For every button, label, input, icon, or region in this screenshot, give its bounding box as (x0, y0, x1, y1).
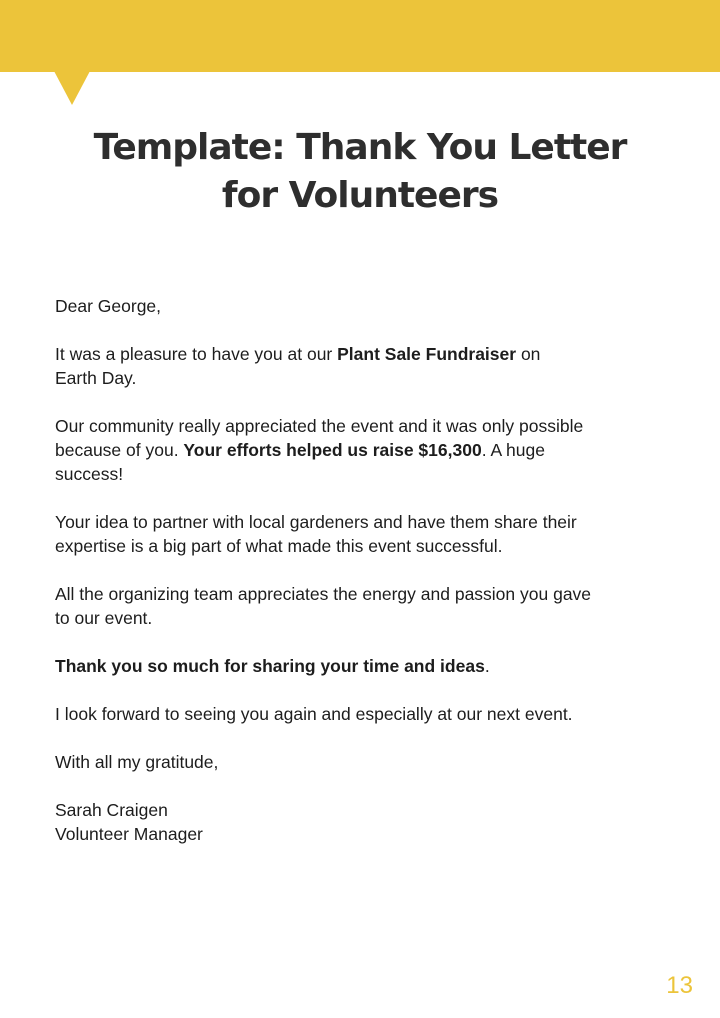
p4-line-2: to our event. (55, 608, 153, 628)
p3-line-1: Your idea to partner with local gardeners and have them share their (55, 512, 577, 532)
letter-paragraph-2 (55, 414, 655, 486)
thank-you-highlight: Thank you so much for sharing your time and ideas (55, 656, 485, 676)
header-band-notch (54, 71, 90, 105)
p2-text-start: because of you. (55, 440, 184, 460)
p2-text-end: . A huge (481, 440, 545, 460)
page-title-line-1: Template: Thank You Letter (93, 127, 627, 168)
letter-paragraph-6: I look forward to seeing you again and especially at our next event. (55, 704, 573, 724)
p3-line-2: expertise is a big part of what made this event successful. (55, 536, 503, 556)
amount-raised-highlight: Your efforts helped us raise $16,300 (183, 440, 482, 460)
p1-text-start: It was a pleasure to have you at our (55, 344, 338, 364)
letter-paragraph-5 (55, 654, 655, 678)
p1-line-2: Earth Day. (55, 368, 137, 388)
p1-text-end: on (516, 344, 541, 364)
signer-name: Sarah Craigen (55, 800, 168, 820)
p5-period: . (484, 656, 490, 676)
letter-paragraph-3 (55, 510, 655, 558)
letter-body (55, 294, 655, 870)
page-title (0, 124, 720, 220)
p2-line-1: Our community really appreciated the event and it was only possible (55, 416, 584, 436)
p2-line-3: success! (55, 464, 124, 484)
letter-paragraph-1 (55, 342, 655, 390)
letter-greeting: Dear George, (55, 296, 162, 316)
letter-closing: With all my gratitude, (55, 752, 219, 772)
letter-signature (55, 798, 655, 846)
event-name: Plant Sale Fundraiser (337, 344, 517, 364)
signer-title: Volunteer Manager (55, 824, 203, 844)
page-number: 13 (666, 972, 693, 999)
header-band (0, 0, 720, 72)
page-title-line-2: for Volunteers (221, 175, 499, 216)
p4-line-1: All the organizing team appreciates the energy and passion you gave (55, 584, 592, 604)
letter-paragraph-4 (55, 582, 655, 630)
